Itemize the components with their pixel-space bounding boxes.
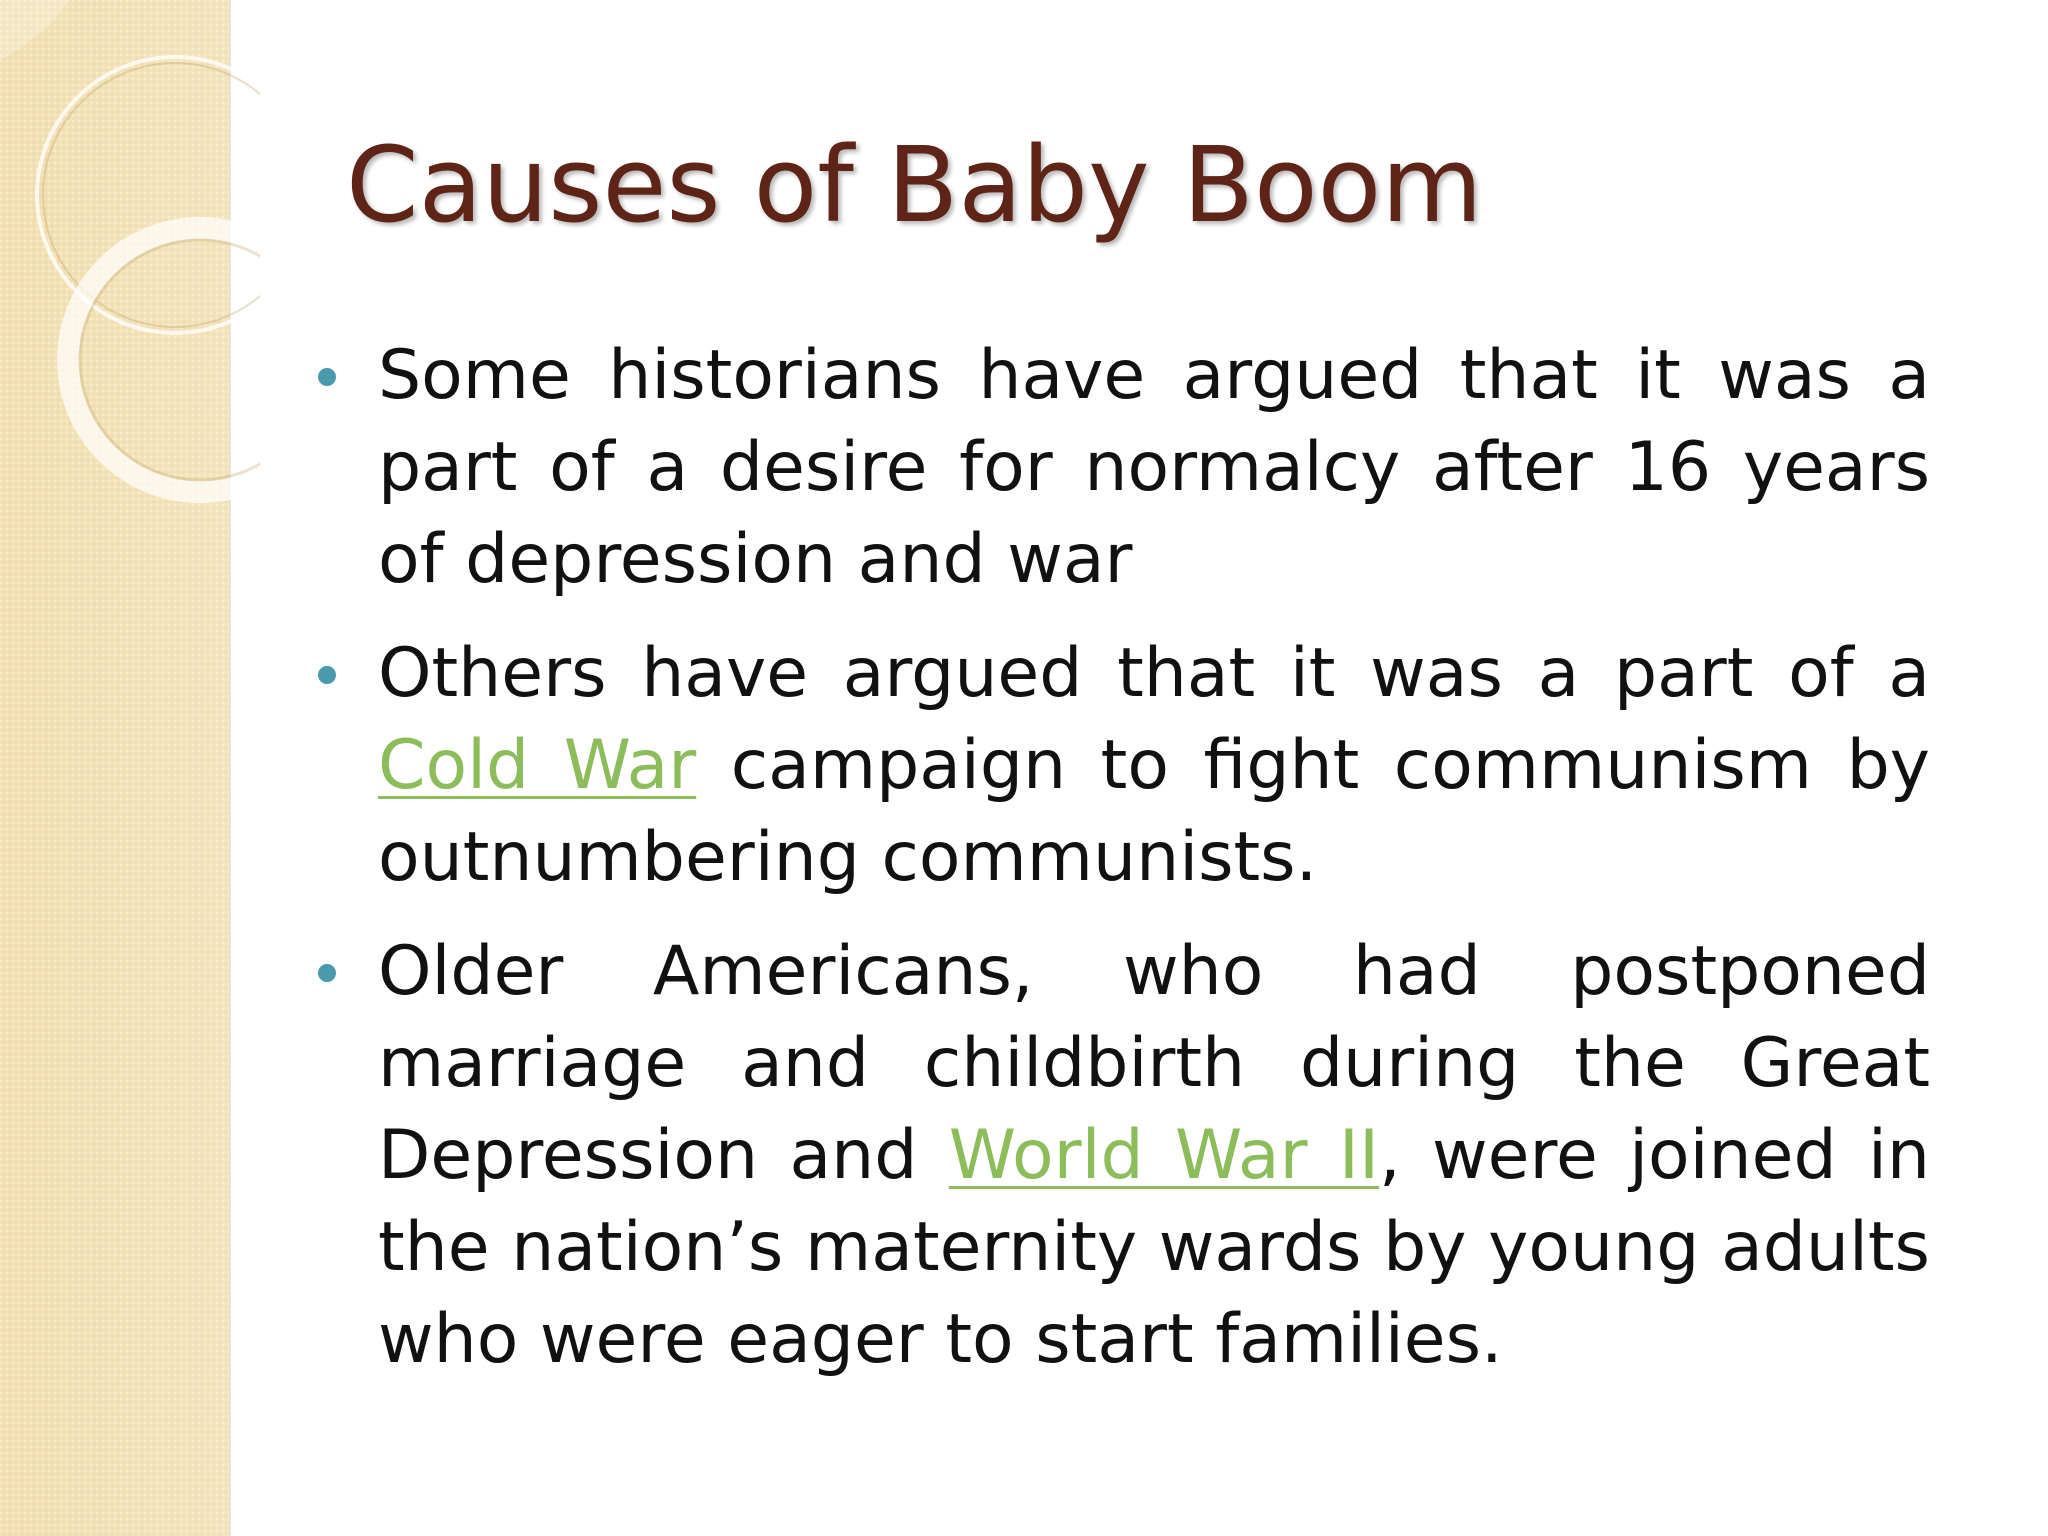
bullet-dot-icon — [318, 666, 336, 684]
bullet-text: Some historians have argued that it was a part of a desire for normalcy after 16 years of depression and war — [378, 336, 1930, 599]
bullet-list — [318, 330, 1930, 1408]
world-war-ii-link[interactable]: World War II — [948, 1116, 1380, 1195]
cold-war-link[interactable]: Cold War — [378, 726, 697, 805]
decorative-sidebar — [0, 0, 231, 1536]
decorative-swirl-rings — [0, 0, 260, 520]
bullet-dot-icon — [318, 368, 336, 386]
bullet-item-normalcy — [318, 330, 1930, 606]
bullet-text-before: Others have argued that it was a part of a — [378, 634, 1930, 713]
bullet-dot-icon — [318, 964, 336, 982]
bullet-text-after: , were joined in the nation’s maternity wards by young adults who were eager to start families. — [378, 1116, 1931, 1379]
bullet-text-before: Older Americans, who had postponed marriage and childbirth during the Great Depression and — [378, 932, 1930, 1195]
bullet-item-cold-war — [318, 628, 1930, 904]
bullet-item-older-americans — [318, 926, 1930, 1386]
bullet-text-after: campaign to fight communism by outnumbering communists. — [378, 726, 1931, 897]
slide-title: Causes of Baby Boom — [346, 124, 1483, 246]
